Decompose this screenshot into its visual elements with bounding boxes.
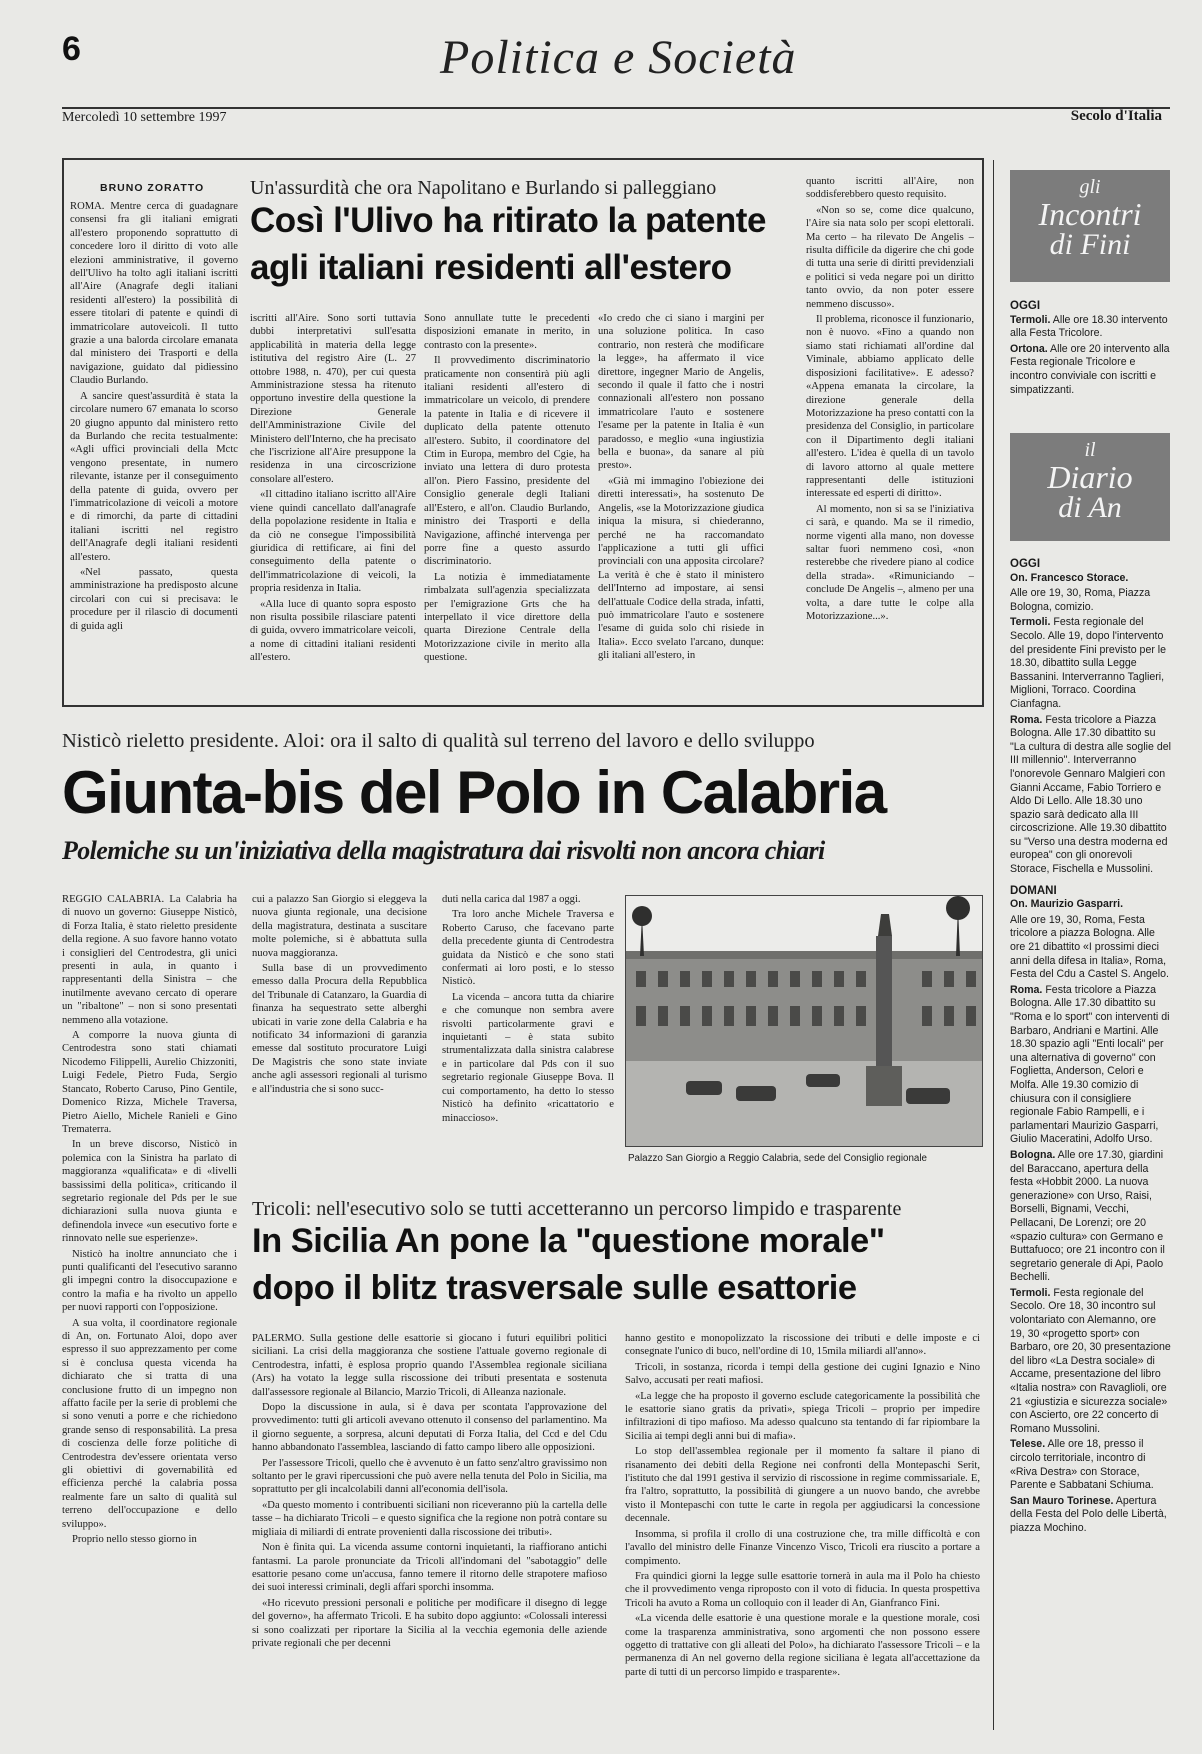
sidebar-divider [993, 160, 994, 1730]
article-sicilia-headline-2: dopo il blitz trasversale sulle esattorie [252, 1269, 857, 1307]
paragraph: Sono annullate tutte le precedenti disposizioni emanate in merito, in contrasto con la presente». [424, 313, 590, 351]
author-byline: BRUNO ZORATTO [100, 182, 205, 194]
article-calabria-subhead: Polemiche su un'iniziativa della magistratura dai risvolti non ancora chiari [62, 836, 825, 865]
listing-item: Termoli. Festa regionale del Secolo. Ore 18, 30 incontro sul volontariato con Alemanno, ore 19, 30 «progetto sport» con Barbaro, ore 20, 30 presentazione del libro «La Destra sociale» di Accame, presentazione del libro «Italia nostra» con Ravaglioli, ore 21 «giustizia e sicurezza sociale» con Ascierto, ore 22 concerto di Romano Mussolini. [1010, 1286, 1171, 1435]
banner-line: il [1084, 439, 1096, 461]
article-calabria-kicker: Nisticò rieletto presidente. Aloi: ora il salto di qualità sul terreno del lavoro e dello sviluppo [62, 730, 815, 752]
article-sicilia-col2 [625, 1332, 980, 1710]
paragraph: cui a palazzo San Giorgio si eleggeva la nuova giunta regionale, una decisione della magistratura, destinata a suscitare molte polemiche, si è abbattuta sulla nuova maggioranza. [252, 894, 427, 959]
paragraph: Lo stop dell'assemblea regionale per il momento fa saltare il piano di risanamento dei debiti della Regione nei confronti della Montepaschi Serit, l'istituto che dal 1991 gestiva il servizio di riscossione in regime commissariale. E, fra l'altro, soprattutto, la possibilità di giungere a un nuovo bando, che avrebbe visto il Montepaschi con tutte le carte in regola per aggiudicarsi la concessione decennale. [625, 1446, 980, 1525]
banner-line: gli [1079, 176, 1101, 198]
listing-item: Ortona. Alle ore 20 intervento alla Festa regionale Tricolore e incontro conviviale con iscritti e simpatizzanti. [1010, 342, 1170, 396]
paragraph: Insomma, si profila il crollo di una costruzione che, tra mille difficoltà e con l'avallo del ministro delle Finanze Vincenzo Visco, Tricoli era riuscito a portare a compimento. [625, 1528, 980, 1567]
paragraph: A sancire quest'assurdità è stata la circolare numero 67 emanata lo scorso 20 giugno appunto dal ministero retto da Burlando che recita testualmente: «Agli uffici provinciali della Mctc vengono presentate, in numero rilevante, istanze per il conseguimento della patente di guida, ovvero per l'immatricolazione di veicoli a motore e di rimorchi, da parte di cittadini italiani iscritti nel registro dell'Anagrafe degli italiani residenti all'estero. [70, 390, 238, 563]
article-patente-col5 [806, 175, 974, 697]
listing-item: Alle ore 19, 30, Roma, Festa tricolore a piazza Bologna. Alle ore 21 dibattito «I prossimi dieci anni della difesa in Italia», Roma, Festa del Cdu a Castel S. Angelo. [1010, 913, 1169, 981]
paragraph: «Il cittadino italiano iscritto all'Aire viene quindi cancellato dall'anagrafe della popolazione residente in Italia e da ciò ne consegue l'impossibilità giuridica di rettificare, ai fini del conseguimento della patente o dell'immatricolazione di veicoli, la propria residenza in Italia. [250, 489, 416, 595]
listing-name: On. Maurizio Gasparri. [1010, 898, 1124, 911]
article-patente-col3 [424, 312, 590, 697]
paragraph: «Nel passato, questa amministrazione ha predisposto alcune circolari con cui si precisava: le procedure per il rilascio di documenti di guida agli [70, 566, 238, 632]
paragraph: hanno gestito e monopolizzato la riscossione dei tributi e delle imposte e ci consegnate l'unico di buco, nell'ordine di 10, 15mila miliardi all'anno». [625, 1333, 980, 1358]
paragraph: Nisticò ha inoltre annunciato che i punti qualificanti del l'esecutivo saranno gli impegni contro la disoccupazione e contro la mafia e ha rivolto un appello per nuovi rapporti con l'opposizione. [62, 1248, 237, 1314]
paragraph: Proprio nello stesso giorno in [72, 1534, 197, 1546]
paragraph: «Da questo momento i contribuenti siciliani non riceveranno più la cartella delle tasse – ha dichiarato Tricoli – e questo significa che la regione non potrà contare su migliaia di miliardi di entrate provenienti dalla riscossione dei tributi». [252, 1499, 607, 1538]
paragraph: Per l'assessore Tricoli, quello che è avvenuto è un fatto senz'altro gravissimo non soltanto per le gravi ripercussioni che può avere nella tenuta del Polo in Sicilia, ma soprattutto per gli incalcolabili danni all'economia dell'isola. [252, 1457, 607, 1496]
article-calabria-col3 [442, 893, 614, 1173]
paragraph: «Già mi immagino l'obiezione dei diretti interessati», ha sostenuto De Angelis, «se la Motorizzazione giudica iniqua la misura, si chiederanno, perché ne ha raccomandato l'applicazione a tutti gli uffici provinciali con una apposita circolare? La verità è che è stato il ministero dell'Interno ad impostare, ai sensi dell'attuale Codice della strada, infatti, può immatricolare l'auto e sostenere l'esame di guida solo chi risiede in Italia». Ecco svelato l'arcano, dunque: gli italiani all'estero, in [598, 475, 764, 662]
palazzo-illustration [626, 896, 982, 1146]
article-patente-headline-2: agli italiani residenti all'estero [250, 248, 732, 287]
paragraph: Non è finita qui. La vicenda assume contorni inquietanti, la riaffiorano antichi fantasmi. La parole pronunciate da Tricoli all'indomani del "sabotaggio" delle esattorie pesano come un'accusa, fanno temere il ritorno delle strapotere mafioso dei suoi interessi criminali, degli affari sporchi insomma. [252, 1542, 607, 1594]
paragraph: Tricoli, in sostanza, ricorda i tempi della gestione dei cugini Ignazio e Nino Salvo, accusati per reati mafiosi. [625, 1361, 980, 1387]
paragraph: Il provvedimento discriminatorio praticamente non consentirà più agli italiani residenti all'estero di immatricolare un veicolo, di prendere la patente in Italia e di ricevere il duplicato della patente ottenuto all'estero. Subito, il coordinatore del Ctim in Europa, membro del Cgie, ha inviato una lettera di duro protesta all'on. Piero Fassino, presidente del Consiglio generale degli Italiani all'Estero, e all'on. Claudio Burlando, ministro dei Trasporti e della Navigazione, affinché intervenga per porre fine a questo assurdo discriminatorio. [424, 355, 590, 568]
banner-line: Diario [1047, 459, 1133, 495]
paragraph: duti nella carica dal 1987 a oggi. [442, 894, 581, 905]
listing-item: Alle ore 19, 30, Roma, Piazza Bologna, comizio. [1010, 587, 1151, 613]
incontri-fini-banner [1010, 170, 1170, 282]
listing-item: Termoli. Festa regionale del Secolo. Alle 19, dopo l'intervento del presidente Fini previsto per le 18.30, dibattito sulla Legge Bassanini. Interverranno Taglieri, Miglioni, Torraco. Coordina Cianfagna. [1010, 616, 1167, 710]
masthead-rule [62, 107, 1170, 109]
paragraph: «La vicenda delle esattorie è una questione morale e la questione morale, così come la trasparenza amministrativa, sono argomenti che non possono essere oggetto di trattative con gli alleati del Polo», ha dichiarato l'assessore Tricoli – e la permanenza di An nel governo della regione siciliana è legata all'accettazione da parte di tutti di un percorso limpido e trasparente». [625, 1613, 980, 1678]
incontri-fini-listing [1010, 292, 1170, 399]
article-sicilia-col1 [252, 1332, 607, 1710]
section-heading: OGGI [1010, 300, 1041, 312]
paragraph: Dopo la discussione in aula, si è dava per scontata l'approvazione del provvedimento: tutti gli articoli avevano ottenuto il consenso del parlamentino. Ma il giorno seguente, a sorpresa, alcuni deputati di Forza Italia, del Ccd e del Cdu hanno abbandonato l'assemblea, lasciando di fatto campo libero alle opposizioni. [252, 1402, 607, 1454]
paragraph: Sulla base di un provvedimento emesso dalla Procura della Repubblica del Tribunale di Catanzaro, la Guardia di finanza ha sequestrato sette alberghi ubicati in varie zone della Calabria e ha notificato 34 informazioni di garanzia emesse dal sostituto procuratore Luigi De Magistris che sono state inviate anche agli assessori regionali al turismo e all'industria che si sono succ- [252, 963, 427, 1095]
diario-an-banner [1010, 433, 1170, 541]
listing-item: Roma. Festa tricolore a Piazza Bologna. Alle 17.30 dibattito su "Roma e lo sport" con interventi di Barbaro, Andriani e Martini. Alle 18.30 spazio agli "Enti locali" per una alternativa di governo" con Foglietta, Anderson, Celori e Molfa. Alle 19.30 comizio di chiusura con il consigliere regionale Fabio Rampelli, e i parlamentari Maurizio Gasparri, Giulio Maceratini, Adolfo Urso. [1010, 983, 1170, 1146]
photo-caption: Palazzo San Giorgio a Reggio Calabria, sede del Consiglio regionale [628, 1153, 927, 1164]
paragraph: quanto iscritti all'Aire, non soddisferebbero questo requisito. [806, 176, 974, 201]
banner-line: Incontri [1038, 196, 1142, 232]
article-patente-kicker: Un'assurdità che ora Napolitano e Burlando si palleggiano [250, 177, 717, 199]
paragraph: Tra loro anche Michele Traversa e Roberto Caruso, che facevano parte della precedente giunta di Centrodestra guidata da Nisticò e che sono stati confermati ai loro posti, e lo stesso Nisticò. [442, 909, 614, 988]
paragraph: In un breve discorso, Nisticò in polemica con la Sinistra ha parlato di maggioranza «qualificata» e di «livelli bassissimi della politica», criticando il segretario regionale del Pds per le sue dichiarazioni sulla nuova giunta e definendola invece «un esecutivo forte e rinnovato nelle sue esperienze». [62, 1139, 237, 1245]
section-heading: DOMANI [1010, 884, 1057, 897]
paragraph: «Ho ricevuto pressioni personali e politiche per modificare il disegno di legge del governo», ha affermato Tricoli. E ha subito dopo aggiunto: «Colossali interessi si sono coalizzati per riportare la Sicilia al la vecchia egemonia delle aziende private regionali che per decenni [252, 1597, 607, 1649]
section-heading: OGGI [1010, 558, 1041, 570]
newspaper-name: Secolo d'Italia [1070, 108, 1162, 124]
paragraph: A comporre la nuova giunta di Centrodestra sono stati chiamati Nicodemo Filippelli, Aurelio Chizzoniti, Luigi Fedele, Pietro Fuda, Sergio Stancato, Roberto Caruso, Pino Gentile, Domenico Rizza, Michele Traversa, Pietro Aiello, Michele Ranieli e Gino Trematerra. [62, 1030, 237, 1135]
article-calabria-headline: Giunta-bis del Polo in Calabria [62, 759, 886, 826]
listing-item: Termoli. Alle ore 18.30 intervento alla Festa Tricolore. [1010, 313, 1168, 340]
issue-date: Mercoledì 10 settembre 1997 [62, 110, 227, 125]
banner-line: di Fini [1049, 228, 1131, 261]
palazzo-photo [625, 895, 983, 1147]
paragraph: Fra quindici giorni la legge sulle esattorie tornerà in aula ma il Polo ha chiesto che il provvedimento venga riproposto con il voto di fiducia. In questa prospettiva Tricoli ha avuto a Roma un colloquio con il leader di An, Gianfranco Fini. [625, 1570, 980, 1609]
article-patente-headline-1: Così l'Ulivo ha ritirato la patente [250, 201, 766, 240]
listing-name: On. Francesco Storace. [1010, 571, 1129, 584]
listing-item: Roma. Festa tricolore a Piazza Bologna. Alle 17.30 dibattito su "La cultura di destra alle soglie del III millennio". Interverranno l'onorevole Gennaro Malgieri con Gianni Accame, Fabio Torriero e Aldo Di Lello. Alle 18.30 uno spazio sarà dedicato alla III circoscrizione. Alle 19.30 dibattito su "Verso una destra moderna ed europea" con gli onorevoli Storace, Fischella e Mussolini. [1010, 713, 1171, 876]
paragraph: iscritti all'Aire. Sono sorti tuttavia dubbi interpretativi sull'esatta applicabilità in materia della legge istitutiva del registro Aire (L. 27 ottobre 1988, n. 470), per cui questa Amministrazione stessa ha ritenuto opportuno investire della questione la Direzione Generale dell'Amministrazione Civile del Ministero dell'Interno, che ha precisato che l'iscrizione all'Aire presuppone la residenza in una circoscrizione consolare all'estero. [250, 313, 416, 485]
listing-item: Telese. Alle ore 18, presso il circolo territoriale, incontro di «Riva Destra» con Storace, Parente e Sabbatani Schiuma. [1010, 1438, 1154, 1492]
banner-line: di An [1058, 491, 1122, 524]
paragraph: PALERMO. Sulla gestione delle esattorie si giocano i futuri equilibri politici siciliani. La crisi della maggioranza che sostiene l'attuale governo regionale di Centrodestra, infatti, è esplosa proprio quando l'Assemblea regionale siciliana (Ars) ha votato la legge sulla riscossione dei tributi presentata e sostenuta dall'assessore regionale al Bilancio, Marzio Tricoli, di Alleanza nazionale. [252, 1333, 607, 1398]
article-patente-col2 [250, 312, 416, 697]
paragraph: REGGIO CALABRIA. La Calabria ha di nuovo un governo: Giuseppe Nisticò, di Forza Italia, è stato rieletto presidente della regione. A suo favore hanno votato i consiglieri del Centrodestra, gli unici presenti in aula, in quanto i rappresentanti della Sinistra – che inutilmente avevano cercato di operare un "ribaltone" – non si sono presentati nemmeno alla votazione. [62, 894, 237, 1026]
paragraph: La notizia è immediatamente rimbalzata sull'agenzia specializzata per l'emigrazione Grts che ha interpellato il vice direttore della quarta Direzione Centrale della Motorizzazione civile in merito alla questione. [424, 571, 590, 664]
listing-item: Bologna. Alle ore 17.30, giardini del Baraccano, apertura della festa «Hobbit 2000. La nuova generazione» con Urso, Raisi, Borselli, Bignami, Vecchi, Pellacani, De Lorenzi; ore 20 «spazio cultura» con Germano e Buttafuoco; ore 21 incontro con il segretario generale di Api, Paolo Bechelli. [1010, 1148, 1165, 1284]
article-calabria-col1 [62, 893, 237, 1705]
section-title: Politica e Società [440, 31, 797, 84]
paragraph: «Io credo che ci siano i margini per una soluzione politica. In caso contrario, non resterà che modificare la legge», ha affermato il vice direttore, ingegner Mario de Angelis, secondo il quale il fatto che i nostri connazionali all'estero non possano immatricolare l'auto e sostenere l'esame per la patente in Italia è «un paradosso, e meglio «una ingiustizia bella e buona», da sanare al più presto». [598, 313, 764, 472]
page-number: 6 [62, 30, 81, 68]
article-sicilia-kicker: Tricoli: nell'esecutivo solo se tutti accetteranno un percorso limpido e trasparente [252, 1198, 902, 1220]
paragraph: «Non so se, come dice qualcuno, l'Aire sia nata solo per scopi elettorali. Ma certo – ha rilevato De Angelis – risulta difficile da digerire che chi gode di tutta una serie di diritti previdenziali e politici si veda negare poi un diritto tanto ovvio, da non poter essere nemmeno discusso». [806, 204, 974, 310]
article-patente-col4 [598, 312, 764, 697]
article-calabria-col2 [252, 893, 427, 1173]
paragraph: La vicenda – ancora tutta da chiarire e che comunque non sembra avere risvolti particolarmente gravi e inquietanti – è stata subito strumentalizzata dalla sinistra calabrese e in particolare dal Pds con il suo segretario regionale Giuseppe Bova. Il cui comportamento, ha detto lo stesso Nisticò ha definito «ricattatorio e minaccioso». [442, 991, 614, 1124]
article-patente-intro [70, 200, 238, 695]
paragraph: «La legge che ha proposto il governo esclude categoricamente la possibilità che le esattorie siano gratis da privati», spiega Tricoli – proprio per impedire infiltrazioni di tipo mafioso. Ma adesso qualcuno sta tentando di far ripiombare la Sicilia ai tempi degli anni bui di mafia». [625, 1390, 980, 1442]
paragraph: A sua volta, il coordinatore regionale di An, on. Fortunato Aloi, dopo aver espresso il suo apprezzamento per come si è conclusa questa vicenda ha dichiarato che si tratta di una conclusione frutto di un impegno non affatto facile per la serie di problemi che si sono venuti a porre e che richiedono grande senso di responsabilità. La presa di coscienza delle forze politiche di Centrodestra dev'essere orientata verso gli obiettivi di governabilità ed efficienza perché la calabria possa realmente fare un salto di qualità sul terreno dell'occupazione e dello sviluppo». [62, 1317, 237, 1530]
paragraph: «Alla luce di quanto sopra esposto non risulta possibile rilasciare patenti di guida, ovvero immatricolare veicoli, a nome di cittadini italiani residenti all'estero. [250, 598, 416, 664]
paragraph: ROMA. Mentre cerca di guadagnare consensi fra gli italiani emigrati all'estero proponendo soprattutto di concedere loro il diritto di voto alle elezioni amministrative, il governo dell'Ulivo ha tolto agli italiani iscritti all'Aire (Anagrafe degli italiani residenti all'estero) la possibilità di essere titolari di patente e quindi di immatricolare autoveicoli. Il tutto grazie a una balorda circolare emanata dal ministero dei Trasporti e della navigazione, guidato dal pidiessino Claudio Burlando. [70, 201, 238, 387]
paragraph: Il problema, riconosce il funzionario, non è nuovo. «Fino a quando non siamo stati richiamati all'ordine dal Viminale, abbiamo applicato delle disposizioni facilitative». E adesso? «Appena emanata la circolare, la direzione generale della Motorizzazione ha preso contatti con la presidenza del Consiglio, in particolare con il Dipartimento degli italiani all'estero. L'idea è quella di un tavolo di lavoro attorno al quale mettere rappresentanti delle istituzioni interessate ed esperti di diritto». [806, 314, 974, 500]
paragraph: Al momento, non si sa se l'iniziativa ci sarà, e quando. Ma se il rimedio, norme vigenti alla mano, non dovesse saltar fuori nemmeno così, «non resterebbe che rivedere piano al codice della strada». «Rimuniciando – conclude De Angelis –, almeno per una volta, a dare tutte le colpe alla Motorizzazione...». [806, 503, 974, 622]
article-sicilia-headline-1: In Sicilia An pone la "questione morale" [252, 1222, 885, 1260]
listing-item: San Mauro Torinese. Apertura della Festa del Polo delle Libertà, piazza Mochino. [1010, 1494, 1167, 1534]
diario-an-listing [1010, 550, 1172, 1730]
